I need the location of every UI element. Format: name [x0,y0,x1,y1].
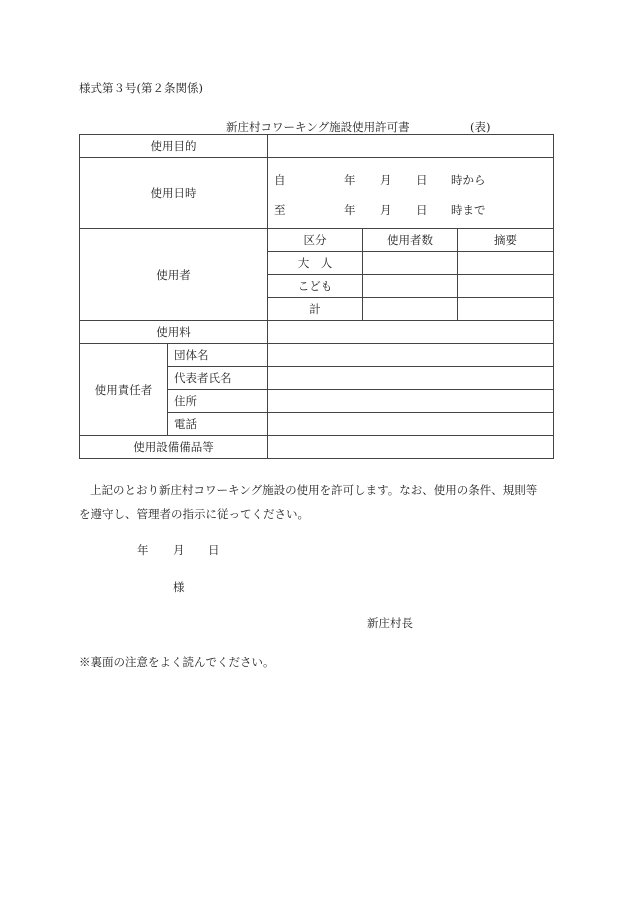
from-day: 日 [416,173,428,187]
to-day: 日 [416,203,428,217]
category-child: こども [268,275,363,298]
address-field[interactable] [268,390,554,413]
fee-field[interactable] [268,321,554,344]
responsible-row-org [80,344,554,367]
org-name-label: 団体名 [168,344,268,367]
addressee: 様 [173,580,185,594]
to-suffix: 時まで [451,203,486,217]
datetime-label: 使用日時 [80,158,268,229]
to-year: 年 [344,203,356,217]
datetime-field[interactable] [268,158,554,229]
child-remarks-field[interactable] [458,275,554,298]
equipment-label: 使用設備備品等 [80,436,268,459]
org-name-field[interactable] [268,344,554,367]
phone-label: 電話 [168,413,268,436]
document-title: 新庄村コワーキング施設使用許可書 [226,120,410,134]
address-label: 住所 [168,390,268,413]
rep-name-label: 代表者氏名 [168,367,268,390]
issuer: 新庄村長 [367,616,413,630]
from-year: 年 [344,173,356,187]
equipment-row [80,436,554,459]
date-day: 日 [208,543,220,557]
total-count-field[interactable] [363,298,458,321]
body-line-2: を遵守し、管理者の指示に従ってください。 [79,507,309,521]
note: ※裏面の注意をよく読んでください。 [79,655,275,669]
from-prefix: 自 [274,173,286,187]
purpose-row [80,135,554,158]
body-line-1: 上記のとおり新庄村コワーキング施設の使用を許可します。なお、使用の条件、規則等 [90,483,538,497]
to-month: 月 [380,203,392,217]
side-label: (表) [470,120,491,134]
purpose-label: 使用目的 [80,135,268,158]
adult-count-field[interactable] [363,252,458,275]
datetime-row [80,158,554,229]
from-suffix: 時から [451,173,486,187]
header-remarks: 摘要 [458,229,554,252]
date-year: 年 [137,543,149,557]
header-category: 区分 [268,229,363,252]
total-remarks-field[interactable] [458,298,554,321]
responsible-label: 使用責任者 [80,344,168,436]
purpose-field[interactable] [268,135,554,158]
category-total: 計 [268,298,363,321]
rep-name-field[interactable] [268,367,554,390]
users-label: 使用者 [80,229,268,321]
child-count-field[interactable] [363,275,458,298]
form-number: 様式第３号(第２条関係) [79,81,203,95]
equipment-field[interactable] [268,436,554,459]
from-month: 月 [380,173,392,187]
header-count: 使用者数 [363,229,458,252]
permit-table [79,134,554,459]
phone-field[interactable] [268,413,554,436]
date-month: 月 [173,543,185,557]
fee-row [80,321,554,344]
fee-label: 使用料 [80,321,268,344]
users-header-row [80,229,554,252]
category-adult: 大 人 [268,252,363,275]
to-prefix: 至 [274,203,286,217]
adult-remarks-field[interactable] [458,252,554,275]
